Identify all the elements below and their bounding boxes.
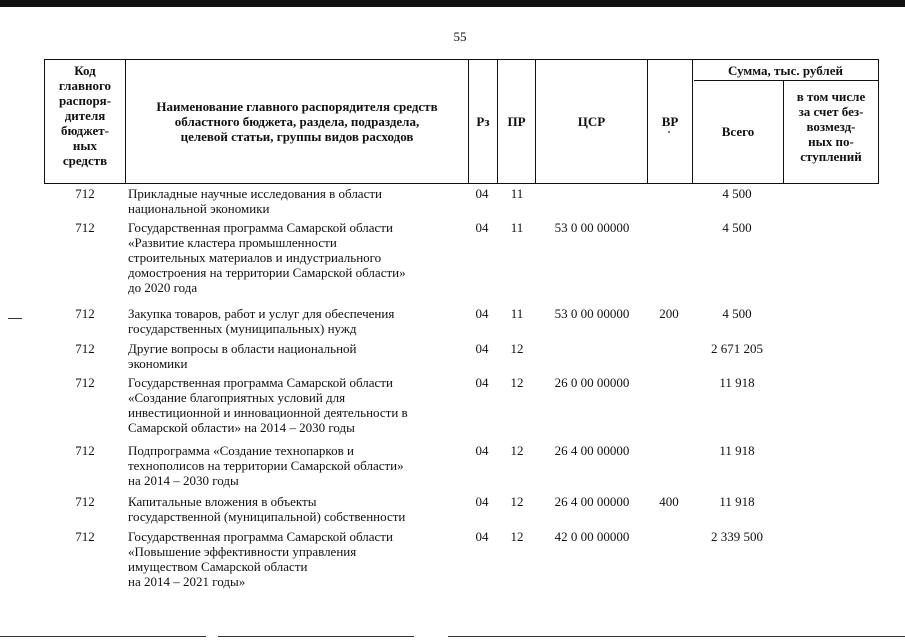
cell-rz: 04 bbox=[475, 443, 489, 458]
header-vr: ВР bbox=[661, 114, 679, 129]
cell-name-line: «Повышение эффективности управления bbox=[128, 544, 357, 559]
cell-name-line: на 2014 – 2030 годы bbox=[128, 473, 239, 488]
cell-rz: 04 bbox=[475, 220, 489, 235]
header-bottom-border bbox=[44, 183, 879, 184]
cell-pr: 11 bbox=[510, 220, 524, 235]
header-csr: ЦСР bbox=[577, 114, 606, 129]
cell-vsego: 4 500 bbox=[722, 186, 752, 201]
scan-bottom-line bbox=[0, 636, 206, 637]
cell-name-line: государственных (муниципальных) нужд bbox=[128, 321, 357, 336]
header-vsego: Всего bbox=[721, 124, 755, 139]
scan-dot bbox=[668, 131, 670, 133]
cell-name bbox=[128, 306, 468, 336]
header-summa: Сумма, тыс. рублей bbox=[728, 63, 843, 78]
cell-name-line: Государственная программа Самарской области bbox=[128, 529, 393, 544]
header-kod bbox=[46, 63, 124, 168]
cell-pr: 12 bbox=[510, 494, 524, 509]
cell-kod: 712 bbox=[75, 494, 95, 509]
header-kod-line: Код bbox=[74, 63, 96, 78]
cell-name-line: экономики bbox=[128, 356, 188, 371]
cell-name-line: Закупка товаров, работ и услуг для обеспечения bbox=[128, 306, 395, 321]
cell-name bbox=[128, 220, 468, 295]
header-vtom-line: ных по- bbox=[808, 134, 854, 149]
header-vtom-line: ступлений bbox=[800, 149, 862, 164]
header-kod-line: дителя bbox=[64, 108, 106, 123]
cell-name-line: на 2014 – 2021 годы» bbox=[128, 574, 246, 589]
header-kod-line: бюджет- bbox=[60, 123, 109, 138]
cell-csr: 26 0 00 00000 bbox=[554, 375, 630, 390]
page-number: 55 bbox=[453, 29, 467, 44]
cell-name-line: Самарской области» на 2014 – 2030 годы bbox=[128, 420, 355, 435]
cell-name-line: Государственная программа Самарской области bbox=[128, 375, 393, 390]
cell-csr: 26 4 00 00000 bbox=[554, 443, 630, 458]
cell-kod: 712 bbox=[75, 220, 95, 235]
cell-rz: 04 bbox=[475, 341, 489, 356]
top-border-bar bbox=[0, 0, 905, 7]
header-vtom bbox=[784, 89, 878, 164]
cell-rz: 04 bbox=[475, 494, 489, 509]
cell-name-line: Государственная программа Самарской области bbox=[128, 220, 393, 235]
cell-name-line: государственной (муниципальной) собственности bbox=[128, 509, 406, 524]
cell-vsego: 2 339 500 bbox=[711, 529, 763, 544]
cell-vr: 400 bbox=[659, 494, 679, 509]
cell-csr: 53 0 00 00000 bbox=[554, 306, 630, 321]
cell-kod: 712 bbox=[75, 375, 95, 390]
header-kod-line: распоря- bbox=[58, 93, 112, 108]
cell-vsego: 4 500 bbox=[722, 220, 752, 235]
cell-name-line: «Создание благоприятных условий для bbox=[128, 390, 346, 405]
cell-csr: 42 0 00 00000 bbox=[554, 529, 630, 544]
cell-name-line: имуществом Самарской области bbox=[128, 559, 308, 574]
cell-vsego: 2 671 205 bbox=[711, 341, 763, 356]
cell-name-line: строительных материалов и индустриального bbox=[128, 250, 382, 265]
cell-pr: 12 bbox=[510, 443, 524, 458]
cell-pr: 11 bbox=[510, 186, 524, 201]
header-name-line: целевой статьи, группы видов расходов bbox=[180, 129, 414, 144]
cell-rz: 04 bbox=[475, 186, 489, 201]
header-vtom-line: возмезд- bbox=[806, 119, 856, 134]
cell-vsego: 4 500 bbox=[722, 306, 752, 321]
cell-name-line: Прикладные научные исследования в области bbox=[128, 186, 382, 201]
header-vtom-line: в том числе bbox=[796, 89, 866, 104]
table-top-border bbox=[44, 59, 879, 60]
cell-vsego: 11 918 bbox=[719, 443, 755, 458]
cell-name bbox=[128, 443, 468, 488]
cell-name-line: до 2020 года bbox=[128, 280, 198, 295]
cell-vsego: 11 918 bbox=[719, 375, 755, 390]
cell-name bbox=[128, 529, 468, 589]
cell-rz: 04 bbox=[475, 529, 489, 544]
cell-kod: 712 bbox=[75, 341, 95, 356]
cell-pr: 11 bbox=[510, 306, 524, 321]
scan-bottom-line bbox=[448, 636, 905, 637]
cell-name-line: домостроения на территории Самарской области» bbox=[128, 265, 406, 280]
col-border-kod bbox=[125, 59, 126, 184]
cell-name-line: Другие вопросы в области национальной bbox=[128, 341, 357, 356]
cell-rz: 04 bbox=[475, 375, 489, 390]
cell-kod: 712 bbox=[75, 306, 95, 321]
cell-rz: 04 bbox=[475, 306, 489, 321]
cell-kod: 712 bbox=[75, 186, 95, 201]
header-name-line: областного бюджета, раздела, подраздела, bbox=[174, 114, 420, 129]
cell-vr: 200 bbox=[659, 306, 679, 321]
summa-sub-border bbox=[694, 80, 879, 81]
cell-name-line: технополисов на территории Самарской области» bbox=[128, 458, 404, 473]
cell-kod: 712 bbox=[75, 529, 95, 544]
header-kod-line: ных bbox=[72, 138, 98, 153]
cell-name-line: Капитальные вложения в объекты bbox=[128, 494, 317, 509]
cell-name-line: «Развитие кластера промышленности bbox=[128, 235, 337, 250]
header-pr: ПР bbox=[507, 114, 526, 129]
cell-pr: 12 bbox=[510, 375, 524, 390]
header-vtom-line: за счет без- bbox=[798, 104, 864, 119]
cell-vsego: 11 918 bbox=[719, 494, 755, 509]
scan-bottom-line bbox=[218, 636, 414, 637]
header-name bbox=[128, 99, 466, 144]
cell-name bbox=[128, 186, 468, 216]
cell-csr: 26 4 00 00000 bbox=[554, 494, 630, 509]
col-border-right bbox=[878, 59, 879, 184]
header-name-line: Наименование главного распорядителя средств bbox=[156, 99, 438, 114]
cell-name-line: инвестиционной и инновационной деятельности в bbox=[128, 405, 408, 420]
header-rz: Рз bbox=[476, 114, 490, 129]
scan-mark bbox=[8, 318, 22, 319]
header-kod-line: средств bbox=[62, 153, 108, 168]
cell-name bbox=[128, 341, 468, 371]
cell-pr: 12 bbox=[510, 341, 524, 356]
cell-name-line: национальной экономики bbox=[128, 201, 270, 216]
cell-csr: 53 0 00 00000 bbox=[554, 220, 630, 235]
cell-pr: 12 bbox=[510, 529, 524, 544]
cell-kod: 712 bbox=[75, 443, 95, 458]
cell-name-line: Подпрограмма «Создание технопарков и bbox=[128, 443, 354, 458]
cell-name bbox=[128, 494, 468, 524]
col-border-left bbox=[44, 59, 45, 184]
cell-name bbox=[128, 375, 468, 435]
header-kod-line: главного bbox=[58, 78, 112, 93]
